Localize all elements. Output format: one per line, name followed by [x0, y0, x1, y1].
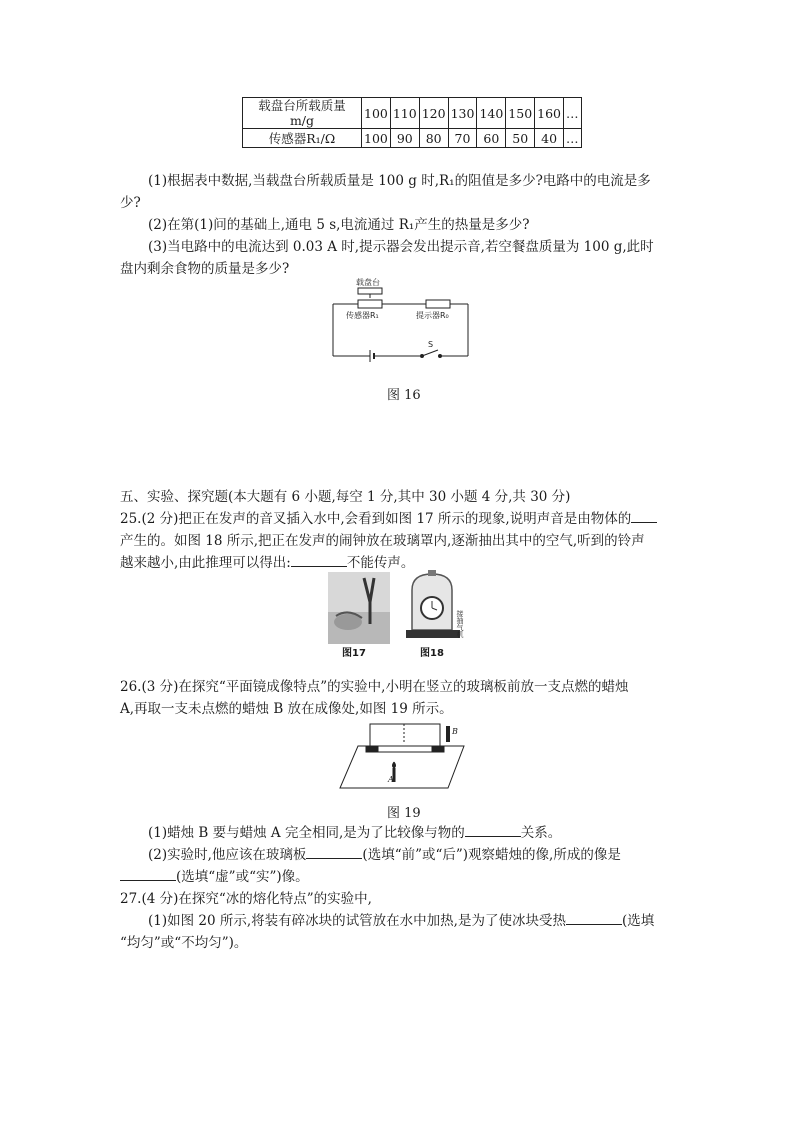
q27-line: 27.(4 分)在探究“冰的熔化特点”的实验中,	[120, 891, 372, 907]
q26-text: (1)蜡烛 B 要与蜡烛 A 完全相同,是为了比较像与物的	[148, 825, 465, 841]
table-cell: 120	[419, 98, 448, 129]
table-cell: …	[564, 98, 582, 129]
q25-line: 产生的。如图 18 所示,把正在发声的闹钟放在玻璃罩内,逐渐抽出其中的空气,听到的铃声	[120, 533, 645, 549]
table-cell: 80	[419, 129, 448, 148]
table-row	[243, 98, 582, 129]
table-cell: 140	[477, 98, 506, 129]
tray-label: 载盘台	[356, 278, 380, 287]
table-cell: 130	[448, 98, 477, 129]
table-cell: 40	[535, 129, 564, 148]
mirror-experiment-diagram	[336, 716, 466, 792]
q25-text: 不能传声。	[346, 555, 415, 571]
answer-blank[interactable]	[120, 866, 176, 881]
q27-line: “均匀”或“不均匀”)。	[120, 935, 248, 951]
answer-blank[interactable]	[291, 552, 347, 567]
circuit-diagram	[328, 276, 474, 366]
bell-jar-photo	[402, 568, 470, 644]
answer-blank[interactable]	[566, 910, 622, 925]
table-cell: 70	[448, 129, 477, 148]
table-header-resistance: 传感器R₁/Ω	[243, 129, 362, 148]
q26-sub2	[148, 844, 621, 866]
q27-text: (选填	[621, 913, 655, 929]
q27-text: (1)如图 20 所示,将装有碎冰块的试管放在水中加热,是为了使冰块受热	[148, 913, 566, 929]
q26-line: 26.(3 分)在探究“平面镜成像特点”的实验中,小明在竖立的玻璃板前放一支点燃的蜡烛	[120, 679, 629, 695]
q26-text: 关系。	[520, 825, 562, 841]
header-line: m/g	[289, 113, 315, 128]
q3-line: (3)当电路中的电流达到 0.03 A 时,提示器会发出提示音,若空餐盘质量为 100 g,此时	[148, 239, 654, 255]
sensor-label: 传感器R₁	[346, 311, 379, 320]
q26-text: (选填“前”或“后”)观察蜡烛的像,所成的像是	[362, 847, 621, 863]
q27-sub1	[148, 910, 654, 932]
figure-caption: 图 16	[387, 388, 421, 403]
table-cell: 160	[535, 98, 564, 129]
table-cell: 90	[390, 129, 419, 148]
q2-line: (2)在第(1)问的基础上,通电 5 s,电流通过 R₁产生的热量是多少?	[148, 217, 530, 233]
pump-label: 接抽气机	[456, 610, 464, 638]
q26-line: A,再取一支未点燃的蜡烛 B 放在成像处,如图 19 所示。	[120, 701, 453, 717]
header-line: 载盘台所载质量	[258, 98, 346, 113]
q1-line: (1)根据表中数据,当载盘台所载质量是 100 g 时,R₁的阻值是多少?电路中的电流是多	[148, 173, 651, 189]
answer-blank[interactable]	[306, 844, 362, 859]
table-cell: 60	[477, 129, 506, 148]
data-table	[242, 97, 582, 148]
q25-line	[120, 552, 414, 574]
alarm-label: 提示器R₀	[416, 311, 449, 320]
q26-text: (选填“虚”或“实”)像。	[176, 869, 309, 885]
table-cell: …	[564, 129, 582, 148]
switch-label: S	[428, 340, 434, 349]
answer-blank[interactable]	[465, 822, 521, 837]
candle-b-label: B	[452, 727, 458, 736]
q25-text: 25.(2 分)把正在发声的音叉插入水中,会看到如图 17 所示的现象,说明声音是由物体的	[120, 511, 632, 527]
q26-sub2	[120, 866, 309, 888]
table-header-mass	[243, 98, 362, 129]
q26-sub1	[148, 822, 561, 844]
table-cell: 100	[362, 129, 391, 148]
table-cell: 150	[506, 98, 535, 129]
q1-line: 少?	[120, 195, 141, 211]
tuning-fork-photo	[328, 572, 390, 644]
figure-caption: 图18	[420, 648, 444, 659]
section-heading: 五、实验、探究题(本大题有 6 小题,每空 1 分,其中 30 小题 4 分,共 30 分)	[120, 489, 571, 505]
table-cell: 100	[362, 98, 391, 129]
q25-line	[120, 508, 657, 530]
table-cell: 50	[506, 129, 535, 148]
q26-text: (2)实验时,他应该在玻璃板	[148, 847, 307, 863]
table-cell: 110	[390, 98, 419, 129]
figure-caption: 图17	[342, 648, 366, 659]
candle-a-label: A	[388, 775, 394, 784]
figure-caption: 图 19	[387, 806, 421, 821]
q3-line: 盘内剩余食物的质量是多少?	[120, 261, 290, 277]
answer-blank[interactable]	[631, 508, 657, 523]
table-row	[243, 129, 582, 148]
q25-text: 越来越小,由此推理可以得出:	[120, 555, 291, 571]
